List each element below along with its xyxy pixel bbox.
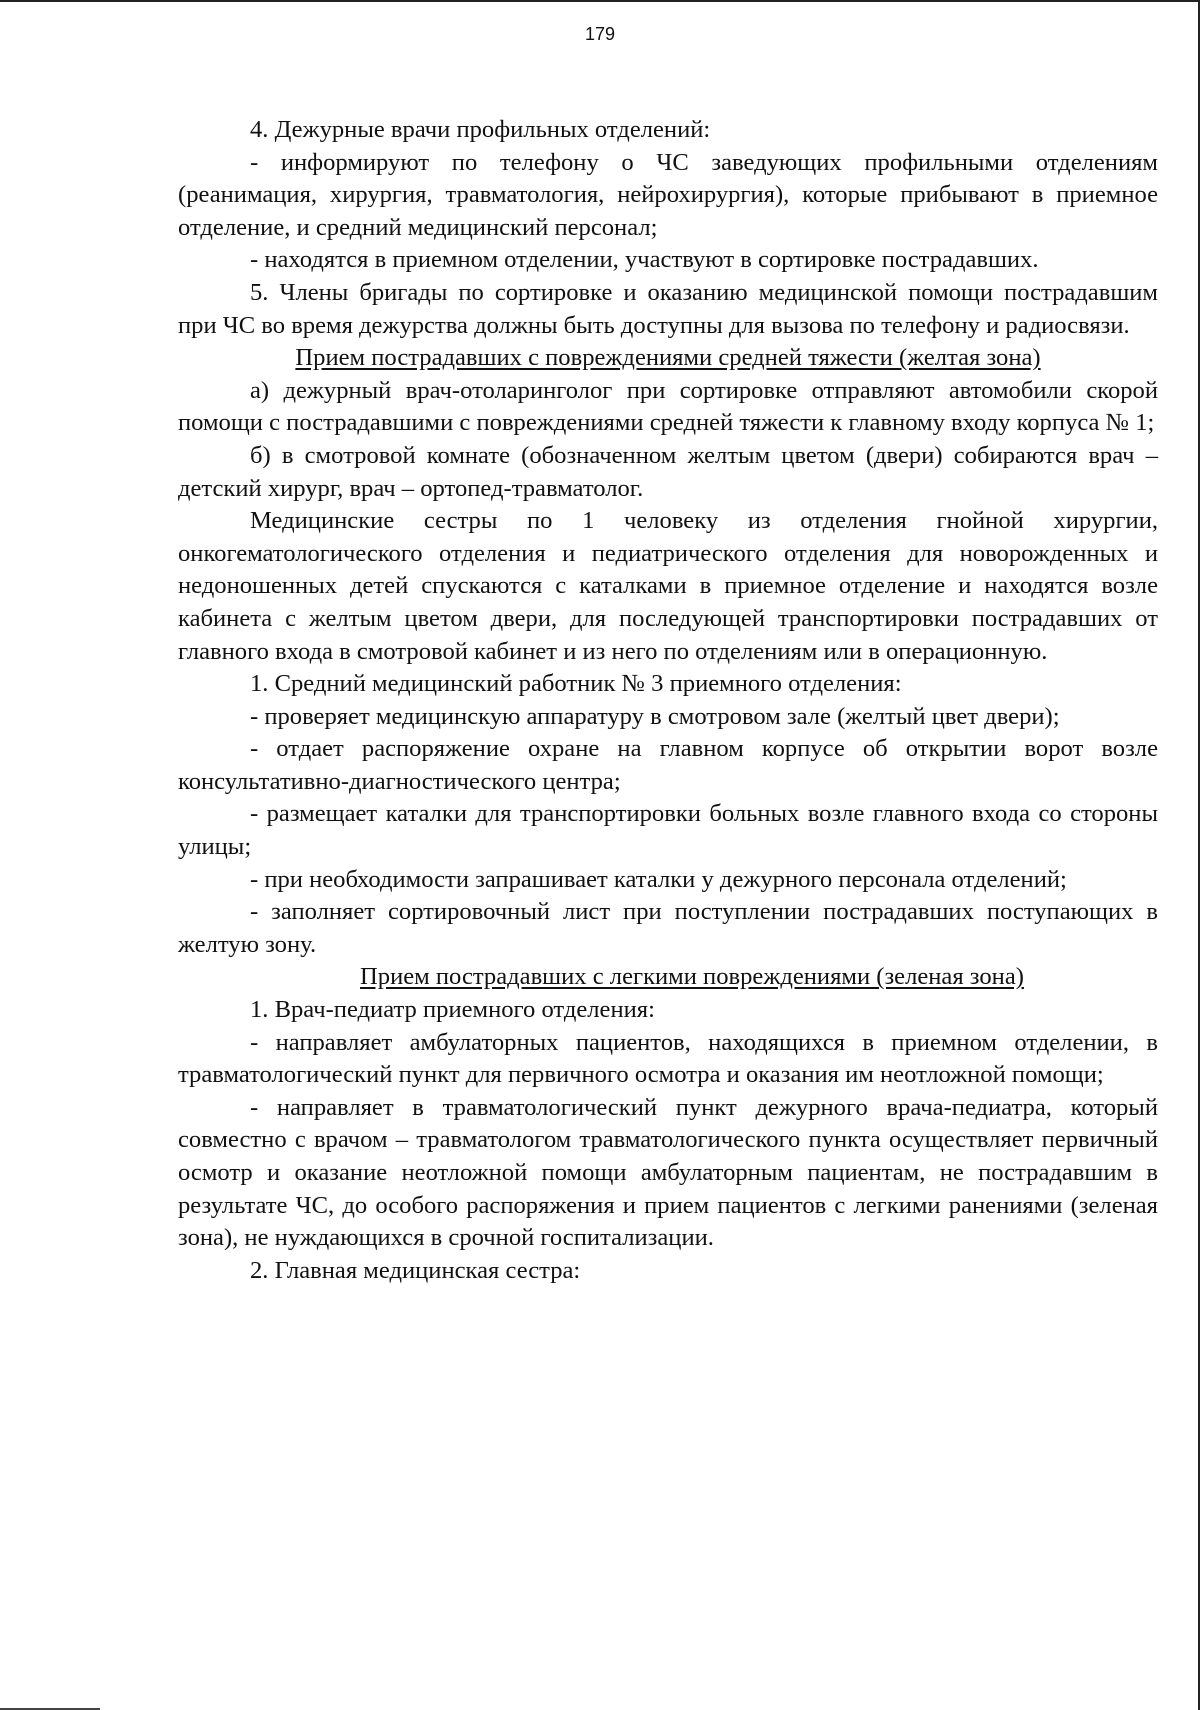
list-item-5: 5. Члены бригады по сортировке и оказанию медицинской помощи пострадавшим при ЧС во время дежурства должны быть доступны для вызова по телефону и радиосвязи. bbox=[178, 278, 1158, 339]
list-item-heading: 1. Врач-педиатр приемного отделения: bbox=[250, 996, 655, 1024]
list-item-heading: 2. Главная медицинская сестра: bbox=[250, 1256, 581, 1284]
paragraph: б) в смотровой комнате (обозначенном желтым цветом (двери) собираются врач – детский хирург, врач – ортопед-травматолог. bbox=[178, 441, 1158, 502]
section-heading-green-zone: Прием пострадавших с легкими повреждениями (зеленая зона) bbox=[360, 963, 1024, 991]
paragraph: - находятся в приемном отделении, участвуют в сортировке пострадавших. bbox=[250, 246, 1039, 274]
paragraph: - размещает каталки для транспортировки больных возле главного входа со стороны улицы; bbox=[178, 800, 1158, 861]
paragraph: - направляет амбулаторных пациентов, находящихся в приемном отделении, в травматологический пункт для первичного осмотра и оказания им неотложной помощи; bbox=[178, 1028, 1158, 1089]
paragraph: - проверяет медицинскую аппаратуру в смотровом зале (желтый цвет двери); bbox=[250, 702, 1060, 730]
list-item-heading: 1. Средний медицинский работник № 3 приемного отделения: bbox=[250, 670, 902, 698]
paragraph: - направляет в травматологический пункт дежурного врача-педиатра, который совместно с врачом – травматологом травматологического пункта осуществляет первичный осмотр и оказание неотложной помощи амбулаторным пациентам, не пострадавшим в результате ЧС, до особого распоряжения и прием пациентов с легкими ранениями (зеленая зона), не нуждающихся в срочной госпитализации. bbox=[178, 1093, 1158, 1252]
paragraph: - отдает распоряжение охране на главном корпусе об открытии ворот возле консультативно-диагностического центра; bbox=[178, 735, 1158, 795]
page-border-top bbox=[0, 0, 1200, 2]
paragraph: - информируют по телефону о ЧС заведующих профильными отделениям (реанимация, хирургия, травматология, нейрохирургия), которые прибывают в приемное отделение, и средний медицинский персонал; bbox=[178, 148, 1158, 241]
paragraph: - заполняет сортировочный лист при поступлении пострадавших поступающих в желтую зону. bbox=[178, 898, 1158, 958]
page-number: 179 bbox=[584, 24, 616, 44]
section-heading-yellow-zone: Прием пострадавших с повреждениями средней тяжести (желтая зона) bbox=[295, 344, 1041, 372]
list-item-4-heading: 4. Дежурные врачи профильных отделений: bbox=[250, 116, 711, 143]
document-body bbox=[178, 114, 1158, 1287]
paragraph: Медицинские сестры по 1 человеку из отделения гнойной хирургии, онкогематологического отделения и педиатрического отделения для новорожденных и недоношенных детей спускаются с каталками в приемное отделение и находятся возле кабинета с желтым цветом двери, для последующей транспортировки пострадавших от главного входа в смотровой кабинет и из него по отделениям или в операционную. bbox=[178, 507, 1158, 665]
paragraph: а) дежурный врач-отоларинголог при сортировке отправляют автомобили скорой помощи с пострадавшими с повреждениями средней тяжести к главному входу корпуса № 1; bbox=[178, 376, 1158, 437]
paragraph: - при необходимости запрашивает каталки у дежурного персонала отделений; bbox=[250, 865, 1067, 893]
